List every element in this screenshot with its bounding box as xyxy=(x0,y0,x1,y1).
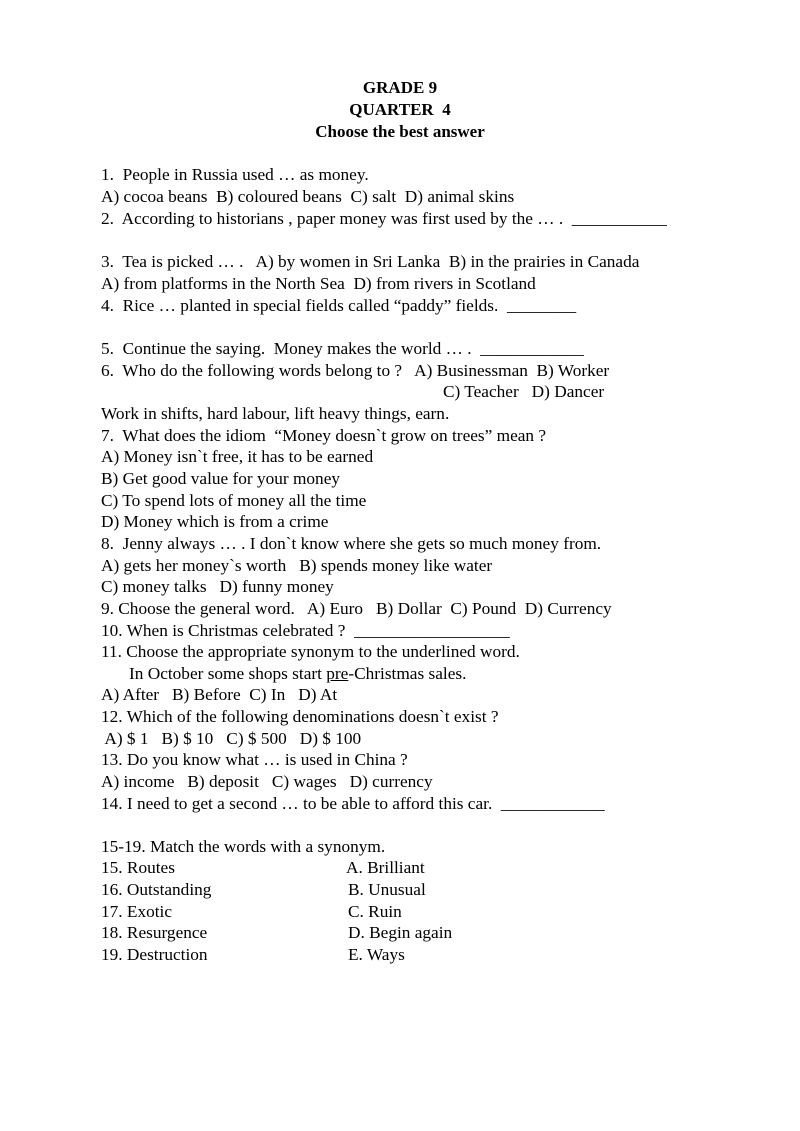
question-7-option-c: C) To spend lots of money all the time xyxy=(101,491,367,510)
question-7-option-b: B) Get good value for your money xyxy=(101,469,341,488)
quarter-heading: QUARTER 4 xyxy=(349,100,451,119)
question-3: 3. Tea is picked … . A) by women in Sri Lanka B) in the prairies in Canada xyxy=(101,252,640,271)
question-12-options: A) $ 1 B) $ 10 C) $ 500 D) $ 100 xyxy=(101,729,362,748)
question-6-options: C) Teacher D) Dancer xyxy=(443,382,605,401)
question-7: 7. What does the idiom “Money doesn`t grow on trees” mean ? xyxy=(101,426,547,445)
question-8: 8. Jenny always … . I don`t know where she gets so much money from. xyxy=(101,534,602,553)
question-10: 10. When is Christmas celebrated ? __________________ xyxy=(101,621,510,640)
sentence-end: -Christmas sales. xyxy=(348,664,467,683)
match-left-15: 15. Routes xyxy=(101,858,175,877)
question-13: 13. Do you know what … is used in China ? xyxy=(101,750,408,769)
match-right-c: C. Ruin xyxy=(348,902,402,921)
question-5: 5. Continue the saying. Money makes the world … . ____________ xyxy=(101,339,584,358)
question-12: 12. Which of the following denominations doesn`t exist ? xyxy=(101,707,499,726)
question-2: 2. According to historians , paper money was first used by the … . ___________ xyxy=(101,209,667,228)
question-1-options: A) cocoa beans B) coloured beans C) salt D) animal skins xyxy=(101,187,515,206)
question-4: 4. Rice … planted in special fields called “paddy” fields. ________ xyxy=(101,296,577,315)
question-7-option-d: D) Money which is from a crime xyxy=(101,512,329,531)
question-8-options-cd: C) money talks D) funny money xyxy=(101,577,334,596)
underlined-word: pre xyxy=(326,664,349,683)
match-right-e: E. Ways xyxy=(348,945,405,964)
question-11: 11. Choose the appropriate synonym to the underlined word. xyxy=(101,642,520,661)
match-left-16: 16. Outstanding xyxy=(101,880,212,899)
match-right-b: B. Unusual xyxy=(348,880,426,899)
question-14: 14. I need to get a second … to be able to afford this car. ____________ xyxy=(101,794,605,813)
question-13-options: A) income B) deposit C) wages D) currency xyxy=(101,772,433,791)
question-3-options: A) from platforms in the North Sea D) from rivers in Scotland xyxy=(101,274,536,293)
question-11-sentence xyxy=(129,663,466,684)
question-7-option-a: A) Money isn`t free, it has to be earned xyxy=(101,447,374,466)
question-9: 9. Choose the general word. A) Euro B) Dollar C) Pound D) Currency xyxy=(101,599,612,618)
match-left-17: 17. Exotic xyxy=(101,902,173,921)
question-1: 1. People in Russia used … as money. xyxy=(101,165,369,184)
question-8-options-ab: A) gets her money`s worth B) spends money like water xyxy=(101,556,493,575)
matching-instruction: 15-19. Match the words with a synonym. xyxy=(101,837,386,856)
question-6-words: Work in shifts, hard labour, lift heavy things, earn. xyxy=(101,404,450,423)
match-left-19: 19. Destruction xyxy=(101,945,208,964)
question-11-options: A) After B) Before C) In D) At xyxy=(101,685,338,704)
sentence-start: In October some shops start xyxy=(129,664,327,683)
grade-heading: GRADE 9 xyxy=(362,78,438,97)
match-right-d: D. Begin again xyxy=(348,923,453,942)
match-left-18: 18. Resurgence xyxy=(101,923,208,942)
question-6: 6. Who do the following words belong to ? A) Businessman B) Worker xyxy=(101,361,610,380)
match-right-a: A. Brilliant xyxy=(346,858,425,877)
instruction-heading: Choose the best answer xyxy=(315,122,485,141)
